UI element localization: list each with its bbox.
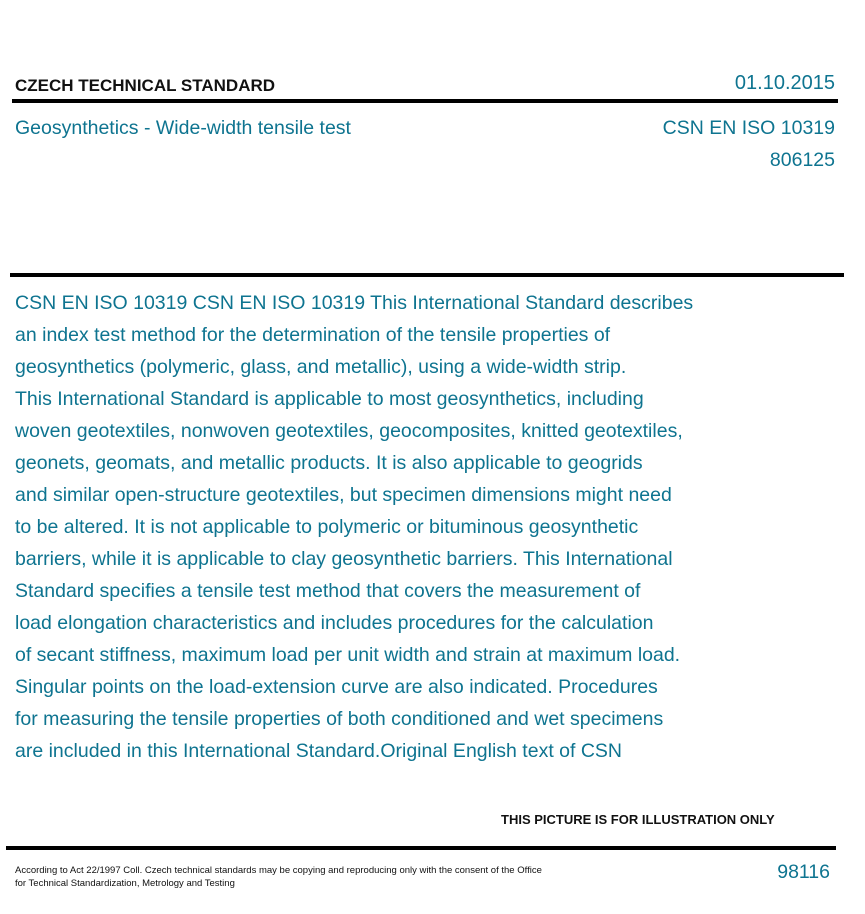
header-divider [12,99,838,103]
product-code: 98116 [777,861,830,883]
title-divider [10,273,844,277]
footer-divider [6,846,836,850]
illustration-disclaimer: THIS PICTURE IS FOR ILLUSTRATION ONLY [501,812,775,827]
standard-type-label: CZECH TECHNICAL STANDARD [15,76,276,95]
document-title: Geosynthetics - Wide-width tensile test [15,117,351,139]
abstract-text: CSN EN ISO 10319 CSN EN ISO 10319 This International Standard describes an index test method for the determination of the tensile properties of geosynthetics (polymeric, glass, and metallic), using a wide-width strip. This International Standard is applicable to most geosynthetics, including woven geotextiles, nonwoven geotextiles, geocomposites, knitted geotextiles, geonets, geomats, and metallic products. It is also applicable to geogrids and similar open-structure geotextiles, but specimen dimensions might need to be altered. It is not applicable to polymeric or bituminous geosynthetic barriers, while it is applicable to clay geosynthetic barriers. This International Standard specifies a tensile test method that covers the measurement of load elongation characteristics and includes procedures for the calculation of secant stiffness, maximum load per unit width and strain at maximum load. Singular points on the load-extension curve are also indicated. Procedures for measuring the tensile properties of both conditioned and wet specimens are included in this International Standard.Original English text of CSN [15,292,694,762]
document-number: CSN EN ISO 10319 [662,117,835,139]
publication-date: 01.10.2015 [734,72,835,94]
copyright-notice: According to Act 22/1997 Coll. Czech technical standards may be copying and reproducing only with the consent of the Office for Technical Standardization, Metrology and Testing [15,865,542,889]
classification-code: 806125 [769,149,835,171]
